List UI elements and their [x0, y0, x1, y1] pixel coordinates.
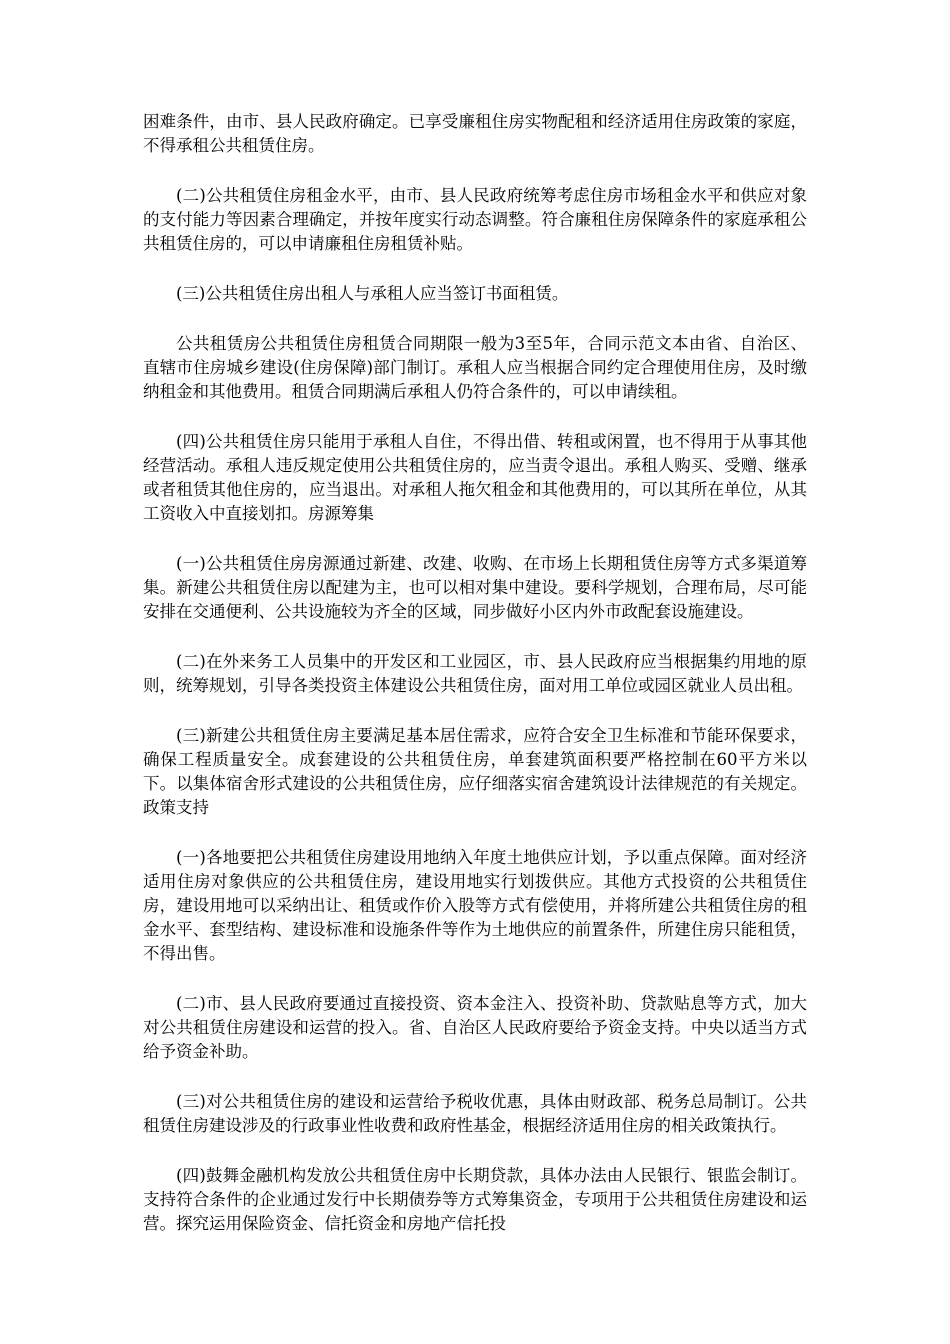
paragraph-8: (三)新建公共租赁住房主要满足基本居住需求，应符合安全卫生标准和节能环保要求，确保工程质量安全。成套建设的公共租赁住房，单套建筑面积要严格控制在60平方米以下。以集体宿舍形式建设的公共租赁住房，应仔细落实宿舍建筑设计法律规范的有关规定。政策支持: [143, 726, 807, 817]
paragraph-9: (一)各地要把公共租赁住房建设用地纳入年度土地供应计划，予以重点保障。面对经济适用住房对象供应的公共租赁住房，建设用地实行划拨供应。其他方式投资的公共租赁住房，建设用地可以采纳出让、租赁或作价入股等方式有偿使用，并将所建公共租赁住房的租金水平、套型结构、建设标准和设施条件等作为土地供应的前置条件，所建住房只能租赁，不得出售。: [143, 848, 807, 963]
paragraph-6: (一)公共租赁住房房源通过新建、改建、收购、在市场上长期租赁住房等方式多渠道筹集。新建公共租赁住房以配建为主，也可以相对集中建设。要科学规划，合理布局，尽可能安排在交通便利、公共设施较为齐全的区域，同步做好小区内外市政配套设施建设。: [143, 554, 807, 621]
paragraph-7: (二)在外来务工人员集中的开发区和工业园区，市、县人民政府应当根据集约用地的原则，统筹规划，引导各类投资主体建设公共租赁住房，面对用工单位或园区就业人员出租。: [143, 652, 807, 695]
paragraph-1: 困难条件，由市、县人民政府确定。已享受廉租住房实物配租和经济适用住房政策的家庭，不得承租公共租赁住房。: [143, 112, 807, 155]
paragraph-4: 公共租赁房公共租赁住房租赁合同期限一般为3至5年，合同示范文本由省、自治区、直辖市住房城乡建设(住房保障)部门制订。承租人应当根据合同约定合理使用住房，及时缴纳租金和其他费用。租赁合同期满后承租人仍符合条件的，可以申请续租。: [143, 334, 807, 401]
paragraph-3: (三)公共租赁住房出租人与承租人应当签订书面租赁。: [176, 284, 569, 303]
paragraph-10: (二)市、县人民政府要通过直接投资、资本金注入、投资补助、贷款贴息等方式，加大对公共租赁住房建设和运营的投入。省、自治区人民政府要给予资金支持。中央以适当方式给予资金补助。: [143, 994, 807, 1061]
document-body: [143, 110, 807, 1262]
paragraph-2: (二)公共租赁住房租金水平，由市、县人民政府统筹考虑住房市场租金水平和供应对象的支付能力等因素合理确定，并按年度实行动态调整。符合廉租住房保障条件的家庭承租公共租赁住房的，可以申请廉租住房租赁补贴。: [143, 186, 807, 253]
paragraph-12: (四)鼓舞金融机构发放公共租赁住房中长期贷款，具体办法由人民银行、银监会制订。支持符合条件的企业通过发行中长期债券等方式筹集资金，专项用于公共租赁住房建设和运营。探究运用保险资金、信托资金和房地产信托投: [143, 1166, 807, 1233]
paragraph-5: (四)公共租赁住房只能用于承租人自住，不得出借、转租或闲置，也不得用于从事其他经营活动。承租人违反规定使用公共租赁住房的，应当责令退出。承租人购买、受赠、继承或者租赁其他住房的，应当退出。对承租人拖欠租金和其他费用的，可以其所在单位，从其工资收入中直接划扣。房源筹集: [143, 432, 807, 523]
paragraph-11: (三)对公共租赁住房的建设和运营给予税收优惠，具体由财政部、税务总局制订。公共租赁住房建设涉及的行政事业性收费和政府性基金，根据经济适用住房的相关政策执行。: [143, 1092, 807, 1135]
